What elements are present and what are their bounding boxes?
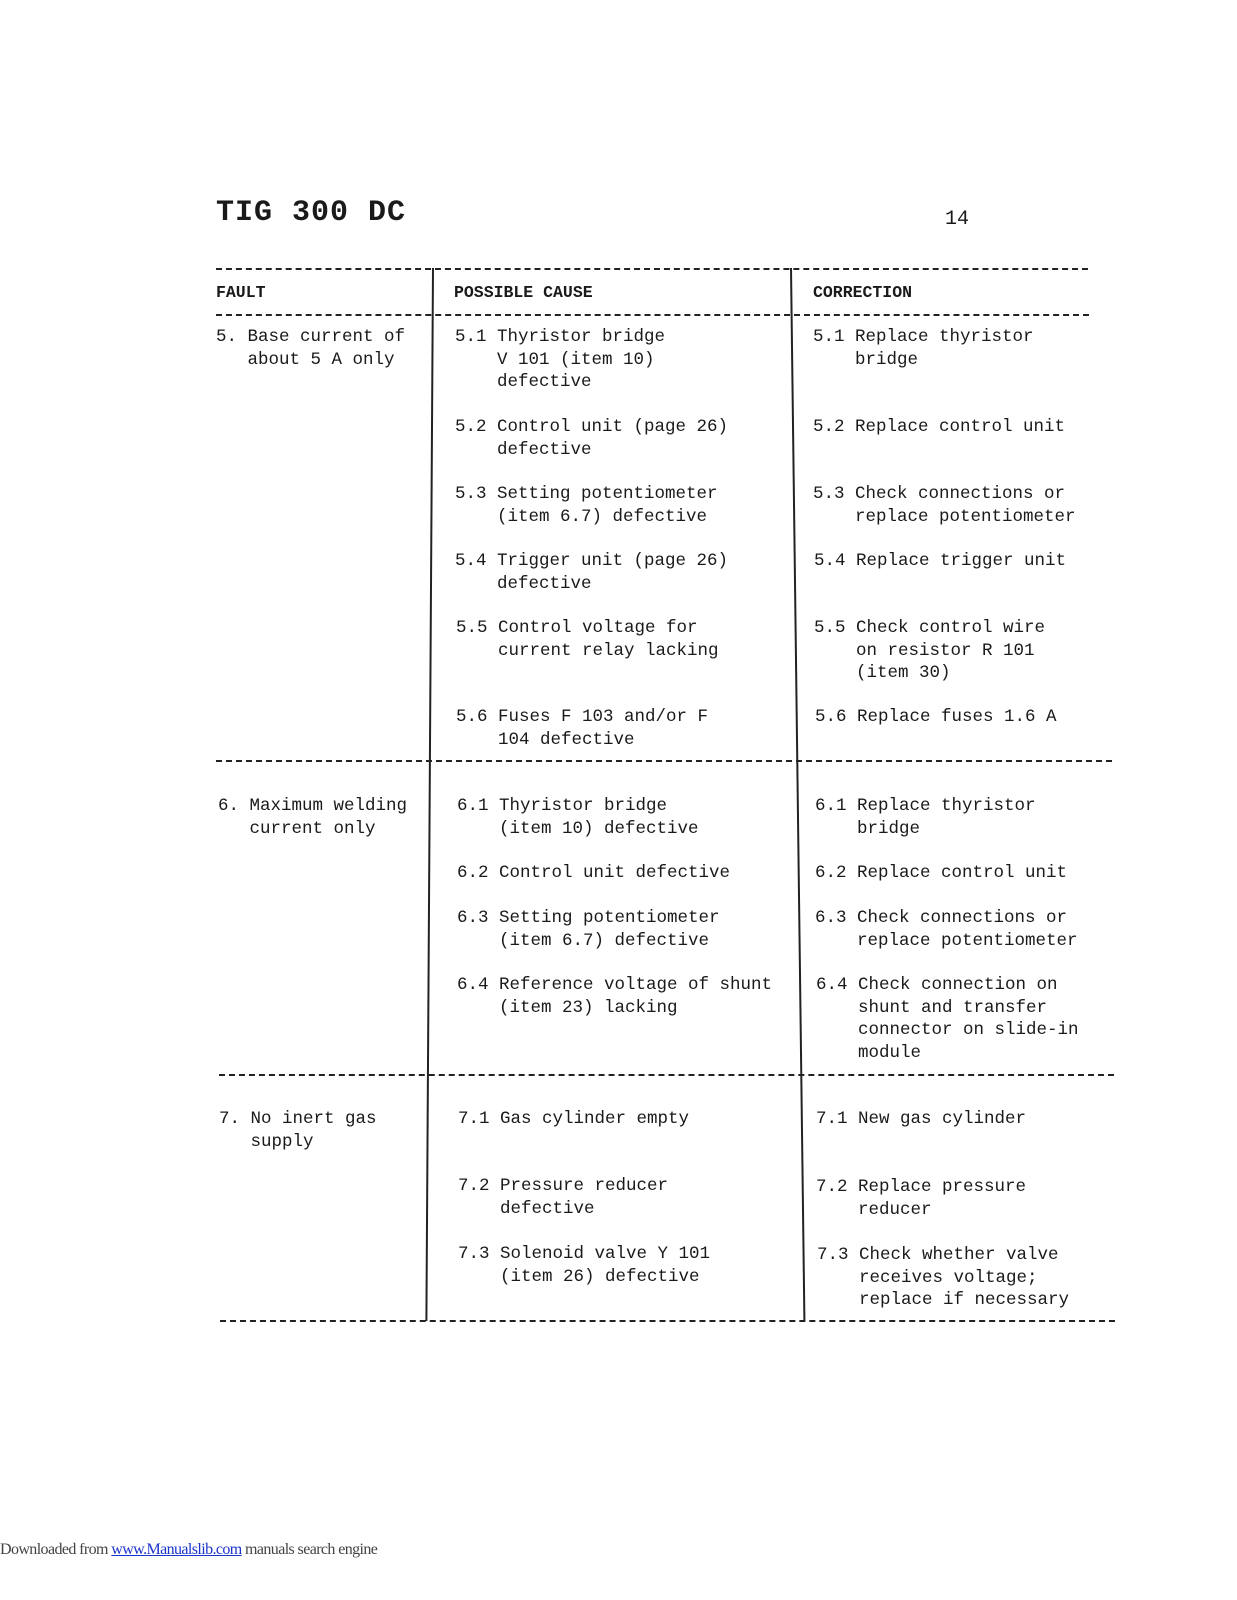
cause-7-1: 7.1 Gas cylinder empty — [458, 1109, 690, 1129]
correction-5-5: 5.5 Check control wire on resistor R 101 (item 30) — [814, 618, 1046, 683]
column-divider-1 — [425, 268, 434, 1321]
cause-5-6: 5.6 Fuses F 103 and/or F 104 defective — [456, 707, 709, 750]
column-divider-2 — [790, 268, 805, 1321]
cause-7-3: 7.3 Solenoid valve Y 101 (item 26) defective — [458, 1244, 711, 1287]
cause-6-4: 6.4 Reference voltage of shunt (item 23) lacking — [457, 975, 773, 1018]
document-title: TIG 300 DC — [216, 196, 407, 230]
correction-6-3: 6.3 Check connections or replace potentiometer — [815, 908, 1078, 951]
footer-prefix: Downloaded from — [0, 1541, 112, 1558]
manualslib-link[interactable]: www.Manualslib.com — [111, 1541, 242, 1558]
cause-6-1: 6.1 Thyristor bridge (item 10) defective — [457, 796, 699, 839]
cause-5-4: 5.4 Trigger unit (page 26) defective — [455, 551, 729, 594]
table-top-rule — [216, 268, 1088, 270]
correction-5-6: 5.6 Replace fuses 1.6 A — [815, 707, 1057, 727]
cause-7-2: 7.2 Pressure reducer defective — [458, 1176, 669, 1219]
table-bottom-rule — [220, 1320, 1115, 1322]
cause-5-5: 5.5 Control voltage for current relay lacking — [456, 618, 719, 661]
correction-6-2: 6.2 Replace control unit — [815, 863, 1068, 883]
correction-6-1: 6.1 Replace thyristor bridge — [815, 796, 1036, 839]
correction-7-2: 7.2 Replace pressure reducer — [816, 1177, 1027, 1220]
footer-suffix: manuals search engine — [241, 1541, 378, 1558]
header-fault: FAULT — [216, 283, 266, 302]
page-number: 14 — [945, 208, 970, 231]
correction-5-4: 5.4 Replace trigger unit — [814, 551, 1067, 571]
cause-6-3: 6.3 Setting potentiometer (item 6.7) defective — [457, 908, 720, 951]
group-divider-6-7 — [219, 1074, 1114, 1076]
header-possible-cause: POSSIBLE CAUSE — [454, 283, 593, 302]
group-divider-5-6 — [216, 760, 1112, 762]
correction-7-1: 7.1 New gas cylinder — [816, 1109, 1027, 1129]
correction-6-4: 6.4 Check connection on shunt and transfer connector on slide-in module — [816, 975, 1079, 1063]
header-bottom-rule — [216, 314, 1089, 316]
download-footer — [0, 1541, 377, 1559]
cause-5-1: 5.1 Thyristor bridge V 101 (item 10) defective — [455, 327, 666, 392]
fault-6: 6. Maximum welding current only — [218, 796, 408, 839]
correction-5-1: 5.1 Replace thyristor bridge — [813, 327, 1034, 370]
fault-7: 7. No inert gas supply — [219, 1109, 377, 1152]
cause-5-2: 5.2 Control unit (page 26) defective — [455, 417, 729, 460]
fault-5: 5. Base current of about 5 A only — [216, 327, 406, 370]
correction-5-3: 5.3 Check connections or replace potentiometer — [813, 484, 1076, 527]
header-correction: CORRECTION — [813, 283, 913, 302]
cause-5-3: 5.3 Setting potentiometer (item 6.7) defective — [455, 484, 718, 527]
correction-5-2: 5.2 Replace control unit — [813, 417, 1066, 437]
cause-6-2: 6.2 Control unit defective — [457, 863, 731, 883]
correction-7-3: 7.3 Check whether valve receives voltage; replace if necessary — [817, 1245, 1070, 1310]
